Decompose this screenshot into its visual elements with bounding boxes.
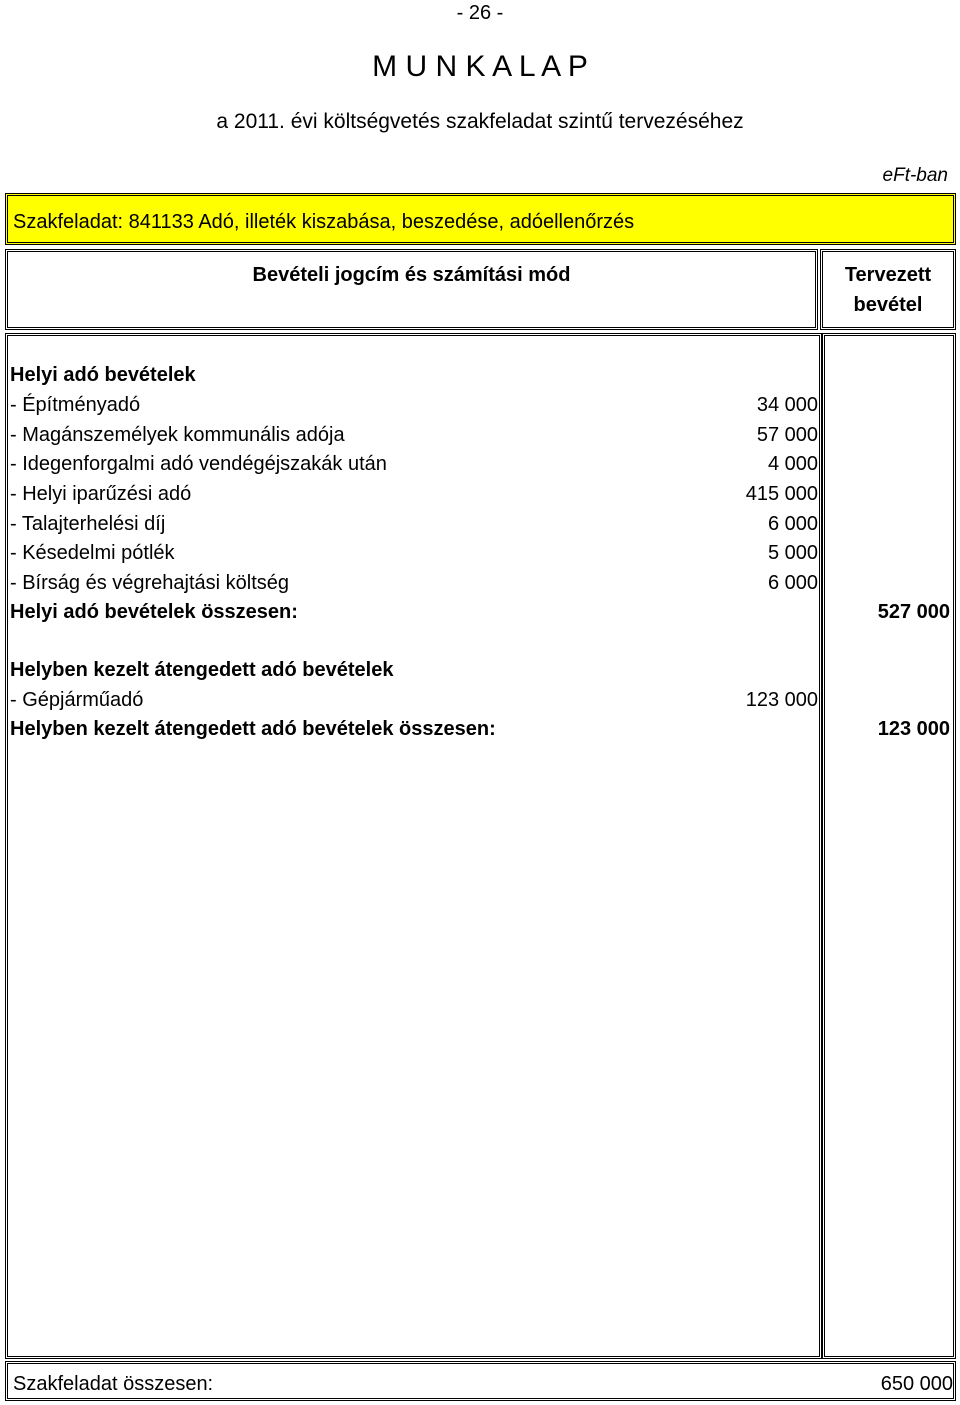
page-number: - 26 -: [456, 2, 504, 24]
line-item-amount: 123 000: [745, 689, 818, 711]
header-right-cell: [820, 249, 956, 330]
section2-total-label: Helyben kezelt átengedett adó bevételek összesen:: [10, 718, 496, 740]
line-item-label: - Magánszemélyek kommunális adója: [10, 424, 345, 446]
line-item-amount: 6 000: [767, 513, 818, 535]
line-item-label: - Építményadó: [10, 394, 141, 416]
page-title: M U N K A L A P: [372, 50, 588, 83]
header-left-label: Bevételi jogcím és számítási mód: [252, 264, 571, 286]
header-right-label-1: Tervezett: [844, 264, 932, 286]
line-item-amount: 57 000: [756, 424, 818, 446]
line-item-label: - Bírság és végrehajtási költség: [10, 572, 290, 594]
line-item-amount: 34 000: [756, 394, 818, 416]
footer-total-amount: 650 000: [880, 1373, 953, 1395]
footer-total-box: [5, 1361, 956, 1401]
body-right-column: [822, 333, 956, 1359]
line-item-label: - Gépjárműadó: [10, 689, 144, 711]
section1-total-amount: 527 000: [877, 601, 950, 623]
header-right-label-2: bevétel: [853, 294, 923, 316]
szakfeladat-label: Szakfeladat: 841133 Adó, illeték kiszabása, beszedése, adóellenőrzés: [13, 211, 635, 233]
section1-title: Helyi adó bevételek: [10, 364, 196, 386]
section1-total-label: Helyi adó bevételek összesen:: [10, 601, 298, 623]
header-left-cell: [5, 249, 818, 330]
footer-total-label: Szakfeladat összesen:: [13, 1373, 214, 1395]
section2-total-amount: 123 000: [877, 718, 950, 740]
line-item-label: - Helyi iparűzési adó: [10, 483, 192, 505]
line-item-amount: 415 000: [745, 483, 818, 505]
line-item-amount: 5 000: [767, 542, 818, 564]
line-item-label: - Idegenforgalmi adó vendégéjszakák után: [10, 453, 387, 475]
page-subtitle: a 2011. évi költségvetés szakfeladat szintű tervezéséhez: [216, 110, 744, 133]
szakfeladat-bar: [5, 193, 956, 245]
line-item-label: - Késedelmi pótlék: [10, 542, 175, 564]
line-item-label: - Talajterhelési díj: [10, 513, 166, 535]
line-item-amount: 6 000: [767, 572, 818, 594]
unit-label: eFt-ban: [882, 165, 948, 186]
section2-title: Helyben kezelt átengedett adó bevételek: [10, 659, 394, 681]
line-item-amount: 4 000: [767, 453, 818, 475]
